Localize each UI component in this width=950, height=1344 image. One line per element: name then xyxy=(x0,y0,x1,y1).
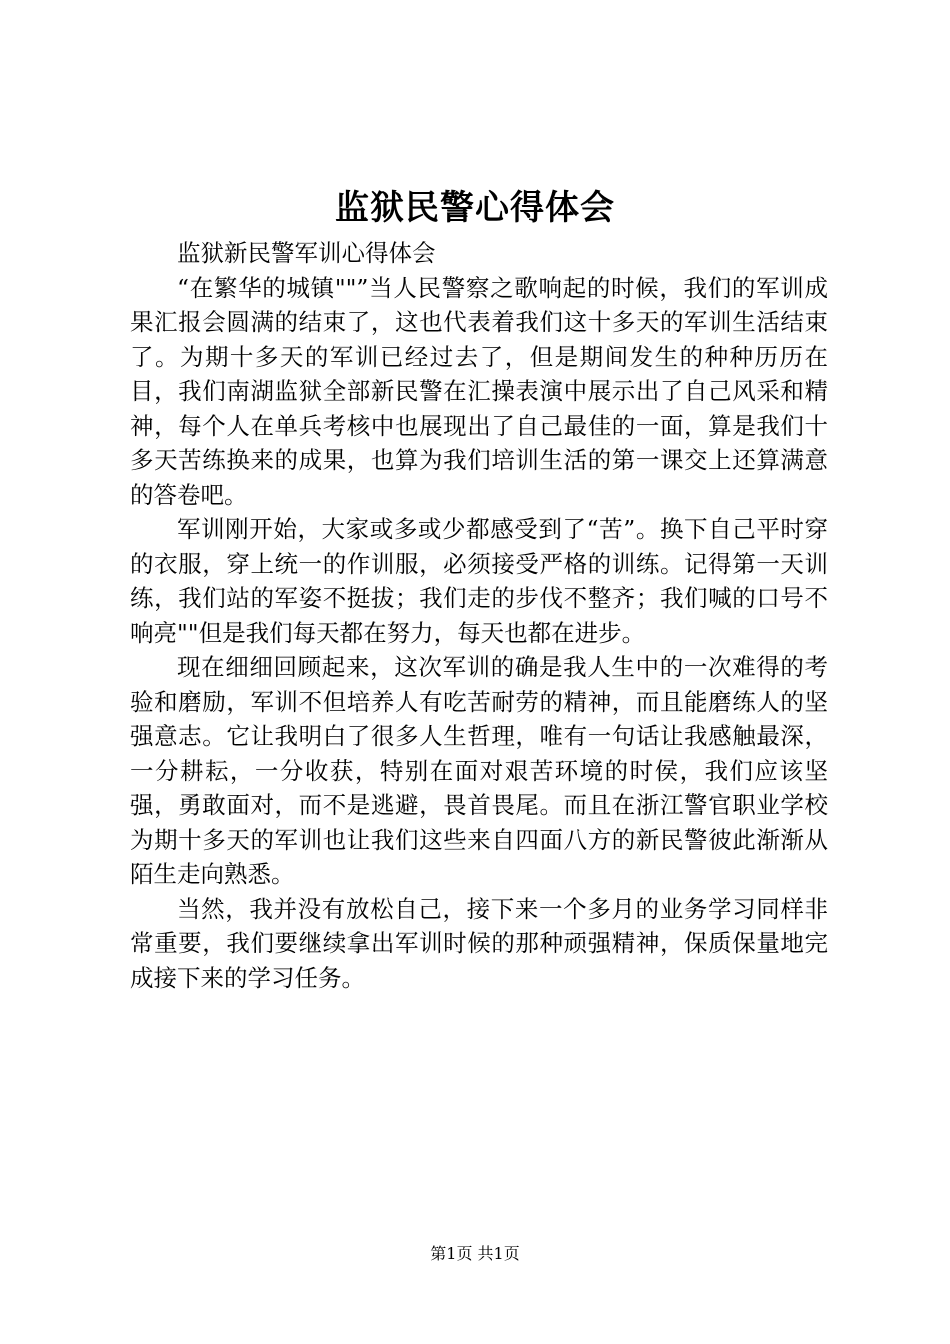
body-paragraph: “在繁华的城镇""”当人民警察之歌响起的时候，我们的军训成果汇报会圆满的结束了，这也代表着我们这十多天的军训生活结束了。为期十多天的军训已经过去了，但是期间发生的种种历历在目，我们南湖监狱全部新民警在汇操表演中展示出了自己风采和精神，每个人在单兵考核中也展现出了自己最佳的一面，算是我们十多天苦练换来的成果，也算为我们培训生活的第一课交上还算满意的答卷吧。 xyxy=(130,273,828,509)
body-paragraph: 军训刚开始，大家或多或少都感受到了“苦”。换下自己平时穿的衣服，穿上统一的作训服，必须接受严格的训练。记得第一天训练，我们站的军姿不挺拔；我们走的步伐不整齐；我们喊的口号不响亮""但是我们每天都在努力，每天也都在进步。 xyxy=(130,515,828,647)
body-paragraph: 当然，我并没有放松自己，接下来一个多月的业务学习同样非常重要，我们要继续拿出军训时候的那种顽强精神，保质保量地完成接下来的学习任务。 xyxy=(130,894,828,992)
document-title: 监狱民警心得体会 xyxy=(335,188,615,228)
document-body xyxy=(130,236,828,995)
subtitle-paragraph: 监狱新民警军训心得体会 xyxy=(177,239,436,267)
body-paragraph: 现在细细回顾起来，这次军训的确是我人生中的一次难得的考验和磨励，军训不但培养人有吃苦耐劳的精神，而且能磨练人的坚强意志。它让我明白了很多人生哲理，唯有一句话让我感触最深，一分耕耘，一分收获，特别在面对艰苦环境的时侯，我们应该坚强，勇敢面对，而不是逃避，畏首畏尾。而且在浙江警官职业学校为期十多天的军训也让我们这些来自四面八方的新民警彼此渐渐从陌生走向熟悉。 xyxy=(130,653,828,888)
page-footer: 第1页 共1页 xyxy=(430,1244,520,1263)
